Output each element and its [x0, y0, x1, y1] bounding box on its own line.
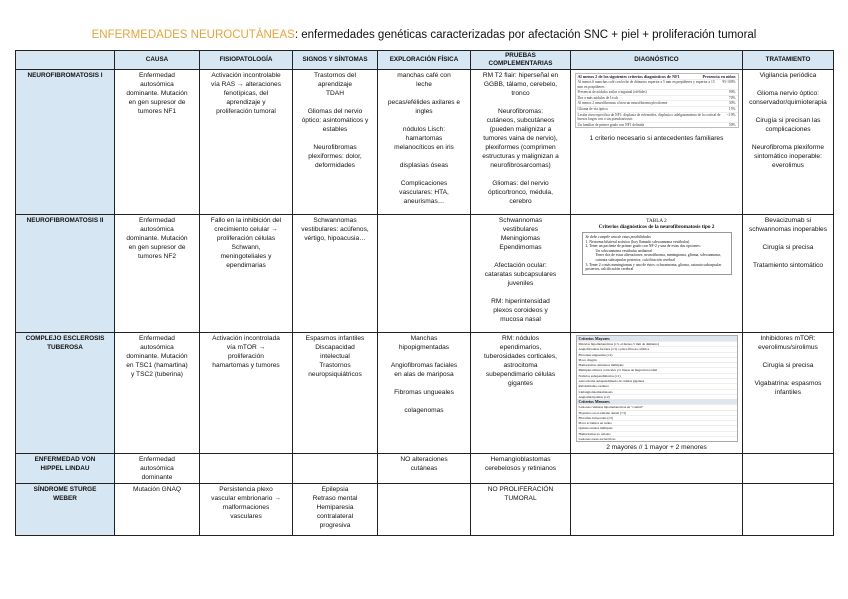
- cell-pruebas: NO PROLIFERACIÓN TUMORAL: [471, 484, 571, 536]
- cell-signos: Schwannomas vestibulares: acúfenos, vértigo, hipoacusia…: [293, 215, 378, 333]
- cell-diagnostico: [571, 484, 743, 536]
- list-item: Tener dos de estas alteraciones: neurofibroma, meningioma, glioma, schwannoma, catarata subcapsular posterior, calcificación cerebral: [595, 253, 721, 262]
- list-item: Al menos 2 neurofibromas o bien un neurofibroma plexiforme 30%: [577, 101, 736, 106]
- row-name: NEUROFIBROMATOSIS I: [16, 70, 115, 215]
- nf2-table-title: Criterios diagnósticos de la neurofibromatosis tipo 2: [598, 224, 715, 230]
- cell-signos: Trastornos del aprendizaje TDAH Gliomas del nervio óptico: asintomáticos y estables Neurofibromas plexiformes: dolor, deformidades: [293, 70, 378, 215]
- row-name: COMPLEJO ESCLEROSIS TUBEROSA: [16, 333, 115, 454]
- list-item: Máculas hipomelanóticas (≥3, al menos 5 mm de diámetro): [577, 341, 737, 346]
- header-blank: [16, 51, 115, 70]
- table-row: [16, 70, 834, 215]
- tsc-dx-note: 2 mayores // 1 mayor + 2 menores: [606, 444, 707, 452]
- cell-diagnostico: [571, 70, 743, 215]
- row-name: ENFERMEDAD VON HIPPEL LINDAU: [16, 454, 115, 484]
- tsc-criteria-table: [576, 335, 738, 442]
- cell-tratamiento: [743, 484, 834, 536]
- title-rest: : enfermedades genéticas caracterizadas por afectación SNC + piel + proliferación tumoral: [294, 29, 757, 41]
- cell-causa: Enfermedad autosómica dominante. Mutación en TSC1 (hamartina) y TSC2 (tuberina): [115, 333, 200, 454]
- list-item: Nódulos subependimarios (≥2): [577, 373, 737, 378]
- cell-exploracion: manchas café con leche pecas/efélides axilares e ingles nódulos Lisch: hamartomas melanocíticos en iris displasias óseas Complicaciones vasculares: HTA, aneurismas…: [378, 70, 471, 215]
- table-row: [16, 484, 834, 536]
- header-diagnostico: DIAGNÓSTICO: [571, 51, 743, 70]
- header-row: [16, 51, 834, 70]
- header-tratamiento: TRATAMIENTO: [743, 51, 834, 70]
- tsc-major-heading: Criterios Mayores: [577, 336, 737, 341]
- list-item: Angiofibromas faciales (≥3) o placa fibrosa cefálica: [577, 346, 737, 351]
- table-row: [16, 215, 834, 333]
- list-item: Un familiar de primer grado con NF1 definida 50%: [577, 122, 736, 127]
- cell-signos: Epilepsia Retraso mental Hemiparesia contralateral progresiva: [293, 484, 378, 536]
- nf1-criteria-heading: Al menos 2 de los siguientes criterios diagnósticos de NF1: [577, 74, 680, 79]
- list-item: Hoyuelos en el esmalte dental (>3): [577, 410, 737, 415]
- cell-pruebas: Schwannomas vestibulares Meningiomas Ependimomas Afectación ocular: cataratas subcapsulares juveniles RM: hiperintensidad plexos coroideos y mucosa nasal: [471, 215, 571, 333]
- cell-pruebas: RM: nódulos ependimarios, tuberosidades corticales, astrocitoma subependimario células gigantes: [471, 333, 571, 454]
- cell-exploracion: [378, 215, 471, 333]
- cell-fisiopatologia: Activación incontrolada vía mTOR → proliferación hamartomas y tumores: [200, 333, 293, 454]
- cell-fisiopatologia: Activación incontrolable vía RAS → alteraciones fenotípicas, del aprendizaje y proliferación tumoral: [200, 70, 293, 215]
- row-name: SÍNDROME STURGE WEBER: [16, 484, 115, 536]
- neurocutaneous-table: [15, 50, 834, 536]
- header-signos: SIGNOS Y SÍNTOMAS: [293, 51, 378, 70]
- list-item: Placa acrómica en retina: [577, 420, 737, 425]
- cell-causa: Mutación GNAQ: [115, 484, 200, 536]
- nf2-table-label: TABLA 2: [646, 218, 667, 224]
- cell-fisiopatologia: [200, 454, 293, 484]
- list-item: Lesión ósea específica de NF1: displasia de esfenoides, displasia o adelgazamiento de la cortical de huesos largos con o sin pseudoartrosis <10%: [577, 112, 736, 122]
- list-item: Hamartomas no renales: [577, 431, 737, 436]
- title-highlight: ENFERMEDADES NEUROCUTÁNEAS: [91, 29, 295, 41]
- list-item: Quistes renales múltiples: [577, 425, 737, 430]
- cell-diagnostico: [571, 333, 743, 454]
- cell-tratamiento: Vigilancia periódica Glioma nervio óptico: conservador/quimioterapia Cirugía si precisan las complicaciones Neurofibroma plexiforme sintomático inoperable: everolimus: [743, 70, 834, 215]
- cell-pruebas: RM T2 flair: hiperseñal en GGBB, tálamo, cerebelo, tronco Neurofibromas: cutáneos, subcutáneos (pueden malignizar a tumores vaina de nervio), plexiformes (comprimen estructuras y malignizan a neurofibrosarcomas) Gliomas: del nervio óptico/tronco, médula, cerebro: [471, 70, 571, 215]
- nf1-criteria-table: [575, 73, 739, 128]
- cell-exploracion: Manchas hipopigmentadas Angiofibromas faciales en alas de mariposa Fibromas ungueales colagenomas: [378, 333, 471, 454]
- list-item: Un schwannoma vestibular unilateral: [595, 248, 653, 253]
- list-item: Al menos 6 manchas café con leche de diámetro superior a 5 mm en prepúberes y superior a 15 mm en pospúberes 95-100%: [577, 80, 736, 89]
- cell-diagnostico: [571, 215, 743, 333]
- header-pruebas: PRUEBAS COMPLEMENTARIAS: [471, 51, 571, 70]
- cell-exploracion: NO alteraciones cutáneas: [378, 454, 471, 484]
- list-item: 2. Tener un paciente de primer grado con NF-2 y una de estas dos opciones:: [585, 244, 701, 249]
- nf1-criteria-col: Presencia en niños: [702, 74, 736, 79]
- list-item: Hamartomas retinianos múltiples: [577, 362, 737, 367]
- nf2-criteria-table: [582, 218, 732, 275]
- table-row: [16, 333, 834, 454]
- list-item: Se debe cumplir una de estas posibilidades: [585, 235, 651, 239]
- header-fisiopatologia: FISIOPATOLOGÍA: [200, 51, 293, 70]
- list-item: Fibromas ungueales (≥2): [577, 352, 737, 357]
- list-item: Múltiples túberes corticales y/o líneas de migración radial: [577, 367, 737, 372]
- cell-tratamiento: [743, 454, 834, 484]
- nf1-dx-note: 1 criterio necesario si antecedentes familiares: [589, 135, 724, 143]
- tsc-minor-heading: Criterios Menores: [577, 399, 737, 404]
- list-item: Linfangioleiomiomatosis: [577, 389, 737, 394]
- list-item: Glioma de vía óptica 15%: [577, 106, 736, 111]
- cell-fisiopatologia: Persistencia plexo vascular embrionario → malformaciones vasculares: [200, 484, 293, 536]
- cell-tratamiento: Bevacizumab si schwannomas inoperables Cirugía si precisa Tratamiento sintomático: [743, 215, 834, 333]
- table-row: [16, 454, 834, 484]
- cell-signos: [293, 454, 378, 484]
- list-item: Rabdomioma cardíaco: [577, 383, 737, 388]
- cell-diagnostico: [571, 454, 743, 484]
- page-title: [0, 29, 848, 41]
- row-name: NEUROFIBROMATOSIS II: [16, 215, 115, 333]
- list-item: Astrocitoma subependimario de células gigantes: [577, 378, 737, 383]
- list-item: Angiomiolipomas (≥2): [577, 394, 737, 399]
- cell-causa: Enfermedad autosómica dominante. Mutación en gen supresor de tumores NF1: [115, 70, 200, 215]
- cell-tratamiento: Inhibidores mTOR: everolimus/sirolimus Cirugía si precisa Vigabatrina: espasmos infantiles: [743, 333, 834, 454]
- list-item: Placa chagrín: [577, 357, 737, 362]
- cell-signos: Espasmos infantiles Discapacidad intelectual Trastornos neuropsiquiátricos: [293, 333, 378, 454]
- header-exploracion: EXPLORACIÓN FÍSICA: [378, 51, 471, 70]
- list-item: 1. Neuroma bilateral acústico (hoy llamado schwannoma vestibular): [585, 239, 690, 244]
- list-item: Lesiones cutáneas hipomelanóticas en "confeti": [577, 404, 737, 409]
- cell-causa: Enfermedad autosómica dominante. Mutación en gen supresor de tumores NF2: [115, 215, 200, 333]
- cell-exploracion: [378, 484, 471, 536]
- list-item: Dos o más nódulos de Lisch 70%: [577, 95, 736, 100]
- list-item: 3. Tener 2 o más meningiomas y uno de éstos: schwannoma, glioma, catarata subcapsular posterior, calcificación cerebral: [585, 262, 722, 272]
- cell-causa: Enfermedad autosómica dominante: [115, 454, 200, 484]
- list-item: Fibromas intraorales (≥2): [577, 415, 737, 420]
- list-item: Presencia de nódulos axilar o inguinal (efélides) 90%: [577, 90, 736, 95]
- list-item: Lesiones óseas escleróticas: [577, 436, 737, 441]
- cell-fisiopatologia: Fallo en la inhibición del crecimiento celular → proliferación células Schwann, meningoteliales y ependimarias: [200, 215, 293, 333]
- header-causa: CAUSA: [115, 51, 200, 70]
- cell-pruebas: Hemangioblastomas cerebelosos y retinianos: [471, 454, 571, 484]
